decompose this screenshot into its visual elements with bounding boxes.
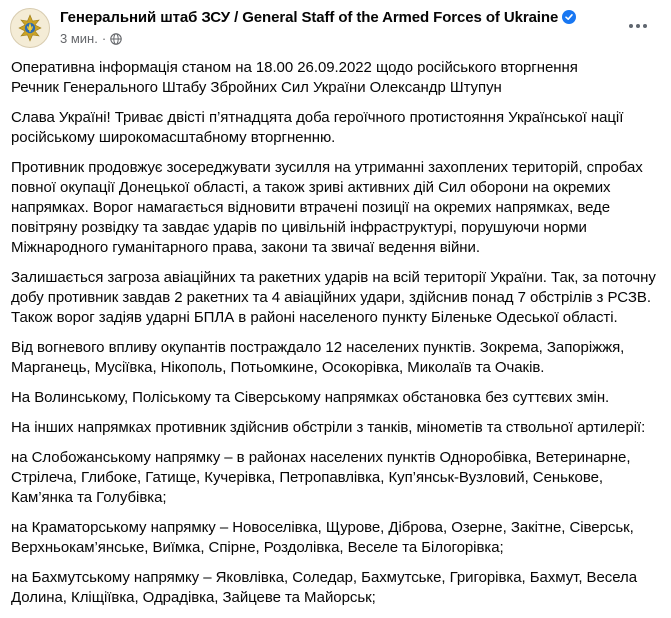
page-name-text[interactable]: Генеральний штаб ЗСУ / General Staff of the Armed Forces of Ukraine: [60, 9, 559, 26]
verified-badge-icon: [562, 10, 576, 24]
post-paragraph: На інших напрямках противник здійснив обстріли з танків, мінометів та ствольної артилерії:: [11, 419, 646, 436]
post-paragraph: Від вогневого впливу окупантів постраждало 12 населених пунктів. Зокрема, Запоріжжя, Марганець, Мусіївка, Нікополь, Потьомкине, Осокорівка, Миколаїв та Очаків.: [11, 339, 625, 376]
page-avatar[interactable]: [10, 8, 50, 48]
post-paragraph: Противник продовжує зосереджувати зусилля на утриманні захоплених територій, спробах повної окупації Донецької області, а також зриві активних дій Сил оборони на окремих напрямках. Ворог намагається відновити втрачені позиції на окремих напрямках, веде повітряну розвідку та завдає ударів по цивільній інфраструктурі, порушуючи норми Міжнародного гуманітарного права, закони та звичаї ведення війни.: [11, 159, 643, 256]
post-paragraph: на Слобожанському напрямку – в районах населених пунктів Одноробівка, Ветеринарне, Стрілеча, Глибоке, Гатище, Кучерівка, Петропавлівка, Куп’янськ-Вузловий, Сенькове, Кам’янка та Голубівка;: [11, 449, 631, 506]
post-text: [11, 58, 661, 618]
post-timestamp[interactable]: 3 мин.: [60, 31, 98, 46]
post-paragraph: Залишається загроза авіаційних та ракетних ударів на всій території України. Так, за поточну добу противник завдав 2 ракетних та 4 авіаційних удари, здійснив понад 7 обстрілів з РСЗВ. Також ворог задіяв ударні БПЛА в районі населеного пункту Біленьке Одеської області.: [11, 269, 656, 326]
post-paragraph: на Краматорському напрямку – Новоселівка, Щурове, Діброва, Озерне, Закітне, Сіверськ, Верхньокам’янське, Виїмка, Спірне, Роздолівка, Веселе та Білогорівка;: [11, 519, 634, 556]
post-paragraph: на Бахмутському напрямку – Яковлівка, Соледар, Бахмутське, Григорівка, Бахмут, Весела Долина, Кліщіївка, Одрадівка, Зайцеве та Майорськ;: [11, 569, 638, 606]
page-name-link[interactable]: [60, 9, 576, 26]
post-paragraph: На Волинському, Поліському та Сіверському напрямках обстановка без суттєвих змін.: [11, 389, 610, 406]
more-options-icon[interactable]: [623, 14, 653, 38]
post-paragraph: Слава Україні! Триває двісті п’ятнадцята доба героїчного протистояння Української нації російському широкомасштабному вторгненню.: [11, 109, 624, 146]
post-line: Оперативна інформація станом на 18.00 26.09.2022 щодо російського вторгнення: [11, 59, 578, 76]
post-meta: [60, 31, 122, 46]
meta-separator: ·: [101, 31, 107, 46]
globe-icon[interactable]: [110, 33, 122, 45]
post-header: [0, 0, 671, 56]
post-paragraph-intro: [11, 58, 661, 98]
emblem-icon: [14, 12, 46, 44]
post-line: Речник Генерального Штабу Збройних Сил України Олександр Штупун: [11, 79, 502, 96]
